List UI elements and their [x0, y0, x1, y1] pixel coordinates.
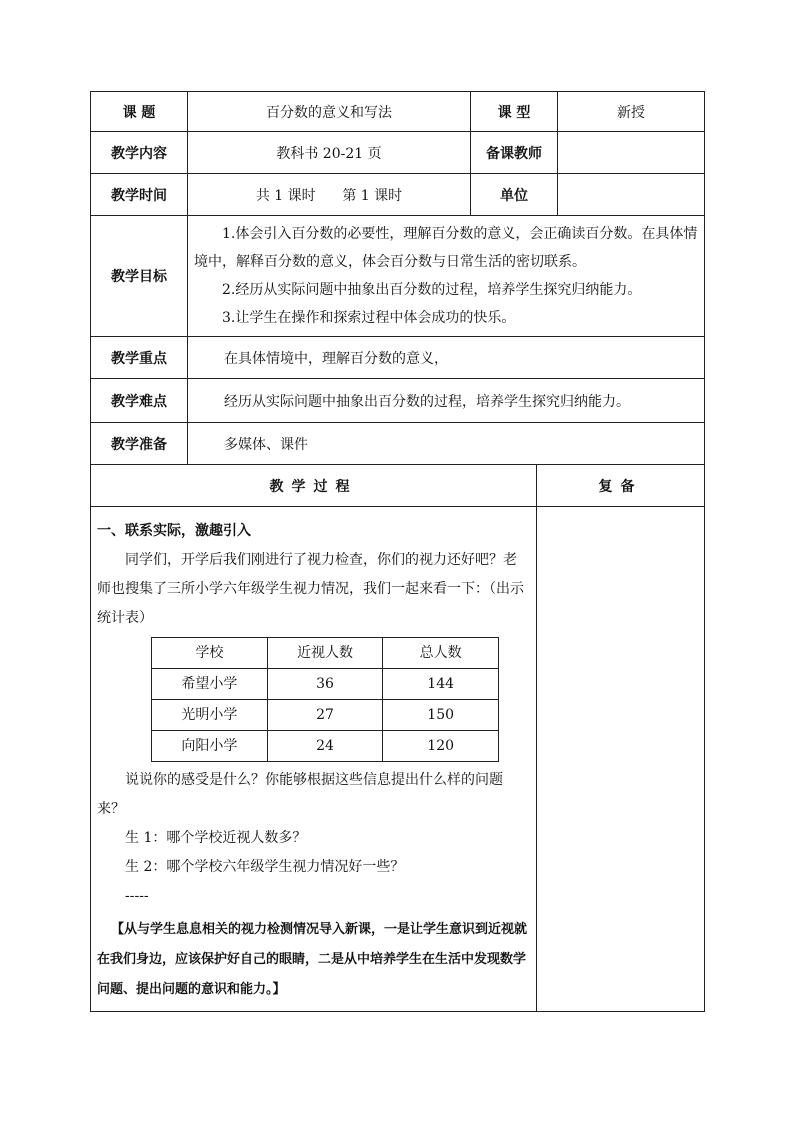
table-header-cell: 总人数 — [383, 638, 499, 669]
goal-item: 2.经历从实际问题中抽象出百分数的过程，培养学生探究归纳能力。 — [222, 282, 642, 298]
time-value: 共 1 课时 第 1 课时 — [188, 174, 471, 216]
difficulty-value: 经历从实际问题中抽象出百分数的过程，培养学生探究归纳能力。 — [188, 379, 705, 423]
process-header: 教学过程 — [91, 465, 537, 507]
section-title: 一、联系实际，激趣引入 — [97, 523, 251, 539]
review-header: 复备 — [537, 465, 705, 507]
lesson-plan — [90, 91, 704, 1012]
table-cell: 144 — [383, 669, 499, 700]
table-cell: 希望小学 — [152, 669, 268, 700]
table-row — [152, 700, 499, 731]
type-value: 新授 — [558, 92, 705, 132]
preparation-value: 多媒体、课件 — [188, 423, 705, 465]
table-cell: 向阳小学 — [152, 731, 268, 762]
teaching-note: 【从与学生息息相关的视力检测情况导入新课，一是让学生意识到近视就在我们身边，应该保护好自己的眼睛，二是从中培养学生在生活中发现数学问题、提出问题的意识和能力。】 — [97, 922, 528, 997]
unit-label: 单位 — [471, 174, 558, 216]
table-cell: 36 — [267, 669, 383, 700]
goal-item: 1.体会引入百分数的必要性，理解百分数的意义，会正确读百分数。在具体情境中，解释百分数的意义，体会百分数与日常生活的密切联系。 — [194, 226, 698, 270]
table-cell: 150 — [383, 700, 499, 731]
table-header-cell: 近视人数 — [267, 638, 383, 669]
key-point-value: 在具体情境中，理解百分数的意义， — [188, 337, 705, 379]
table-cell: 120 — [383, 731, 499, 762]
student-answer-1: 生 1：哪个学校近视人数多？ — [125, 830, 307, 846]
table-row — [152, 731, 499, 762]
table-cell: 24 — [267, 731, 383, 762]
content-value: 教科书 20-21 页 — [188, 132, 471, 174]
difficulty-label: 教学难点 — [91, 379, 188, 423]
unit-value — [558, 174, 705, 216]
type-label: 课 型 — [471, 92, 558, 132]
topic-label: 课 题 — [91, 92, 188, 132]
table-cell: 27 — [267, 700, 383, 731]
table-row — [152, 669, 499, 700]
preparation-label: 教学准备 — [91, 423, 188, 465]
goals-label: 教学目标 — [91, 216, 188, 337]
dashes: ----- — [125, 888, 149, 904]
teacher-value — [558, 132, 705, 174]
process-content — [91, 507, 537, 1012]
table-header-cell: 学校 — [152, 638, 268, 669]
intro-paragraph: 同学们，开学后我们刚进行了视力检查，你们的视力还好吧？老师也搜集了三所小学六年级学生视力情况，我们一起来看一下：（出示统计表） — [97, 552, 524, 626]
teacher-label: 备课教师 — [471, 132, 558, 174]
goals-content — [188, 216, 705, 337]
question-paragraph: 说说你的感受是什么？你能够根据这些信息提出什么样的问题来？ — [97, 772, 503, 817]
table-cell: 光明小学 — [152, 700, 268, 731]
vision-stats-table — [151, 637, 499, 762]
table-row — [152, 638, 499, 669]
topic-value: 百分数的意义和写法 — [188, 92, 471, 132]
goal-item: 3.让学生在操作和探索过程中体会成功的快乐。 — [222, 310, 516, 326]
time-label: 教学时间 — [91, 174, 188, 216]
key-point-label: 教学重点 — [91, 337, 188, 379]
lesson-plan-table — [90, 91, 705, 1012]
student-answer-2: 生 2：哪个学校六年级学生视力情况好一些？ — [125, 859, 405, 875]
review-column — [537, 507, 705, 1012]
content-label: 教学内容 — [91, 132, 188, 174]
